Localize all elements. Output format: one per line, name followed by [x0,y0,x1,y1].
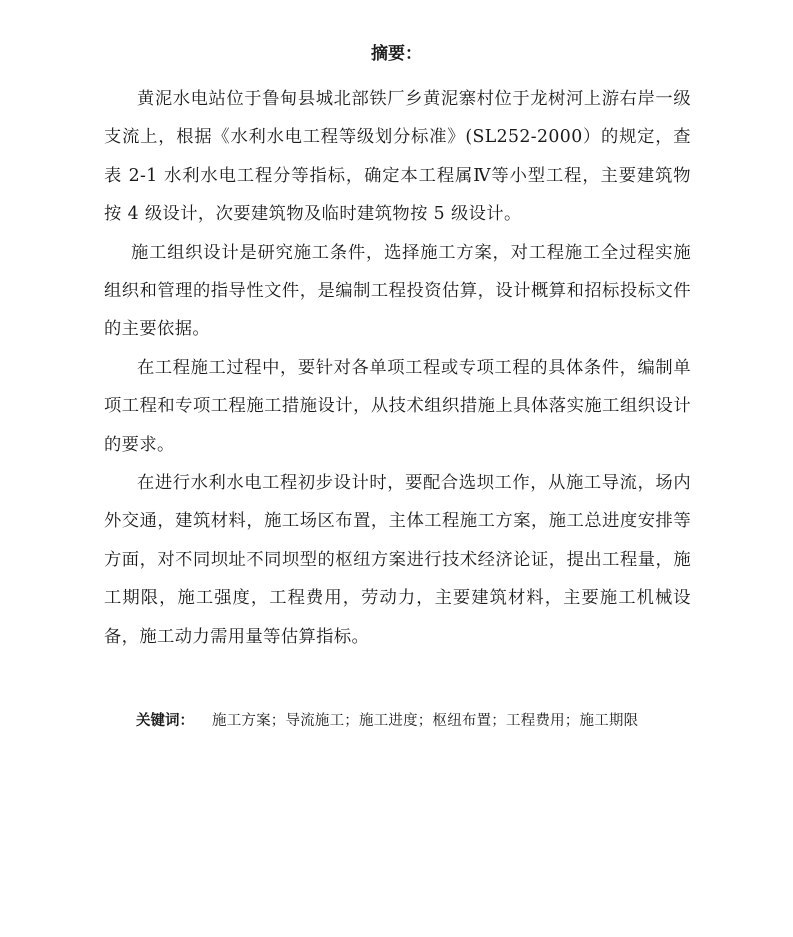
abstract-paragraph-3: 在工程施工过程中，要针对各单项工程或专项工程的具体条件，编制单项工程和专项工程施工措施设计，从技术组织措施上具体落实施工组织设计的要求。 [104,357,691,455]
abstract-paragraph-2: 施工组织设计是研究施工条件，选择施工方案，对工程施工全过程实施组织和管理的指导性文件，是编制工程投资估算，设计概算和招标投标文件的主要依据。 [104,242,691,340]
keywords-line [136,710,638,732]
abstract-body [104,80,691,656]
abstract-paragraph-1: 黄泥水电站位于鲁甸县城北部铁厂乡黄泥寨村位于龙树河上游右岸一级支流上，根据《水利水电工程等级划分标准》(SL252-2000）的规定，查表 2-1 水利水电工程分等指标，确定本工程属Ⅳ等小型工程，主要建筑物按 4 级设计，次要建筑物及临时建筑物按 5 级设计。 [104,89,691,225]
keywords-label: 关键词： [136,713,194,729]
abstract-title: 摘要： [371,44,422,64]
abstract-paragraph-4: 在进行水利水电工程初步设计时，要配合选坝工作，从施工导流，场内外交通，建筑材料，施工场区布置，主体工程施工方案，施工总进度安排等方面，对不同坝址不同坝型的枢纽方案进行技术经济论证，提出工程量，施工期限，施工强度，工程费用，劳动力，主要建筑材料，主要施工机械设备，施工动力需用量等估算指标。 [104,473,691,647]
keywords-text: 施工方案；导流施工；施工进度；枢纽布置；工程费用；施工期限 [212,713,639,729]
